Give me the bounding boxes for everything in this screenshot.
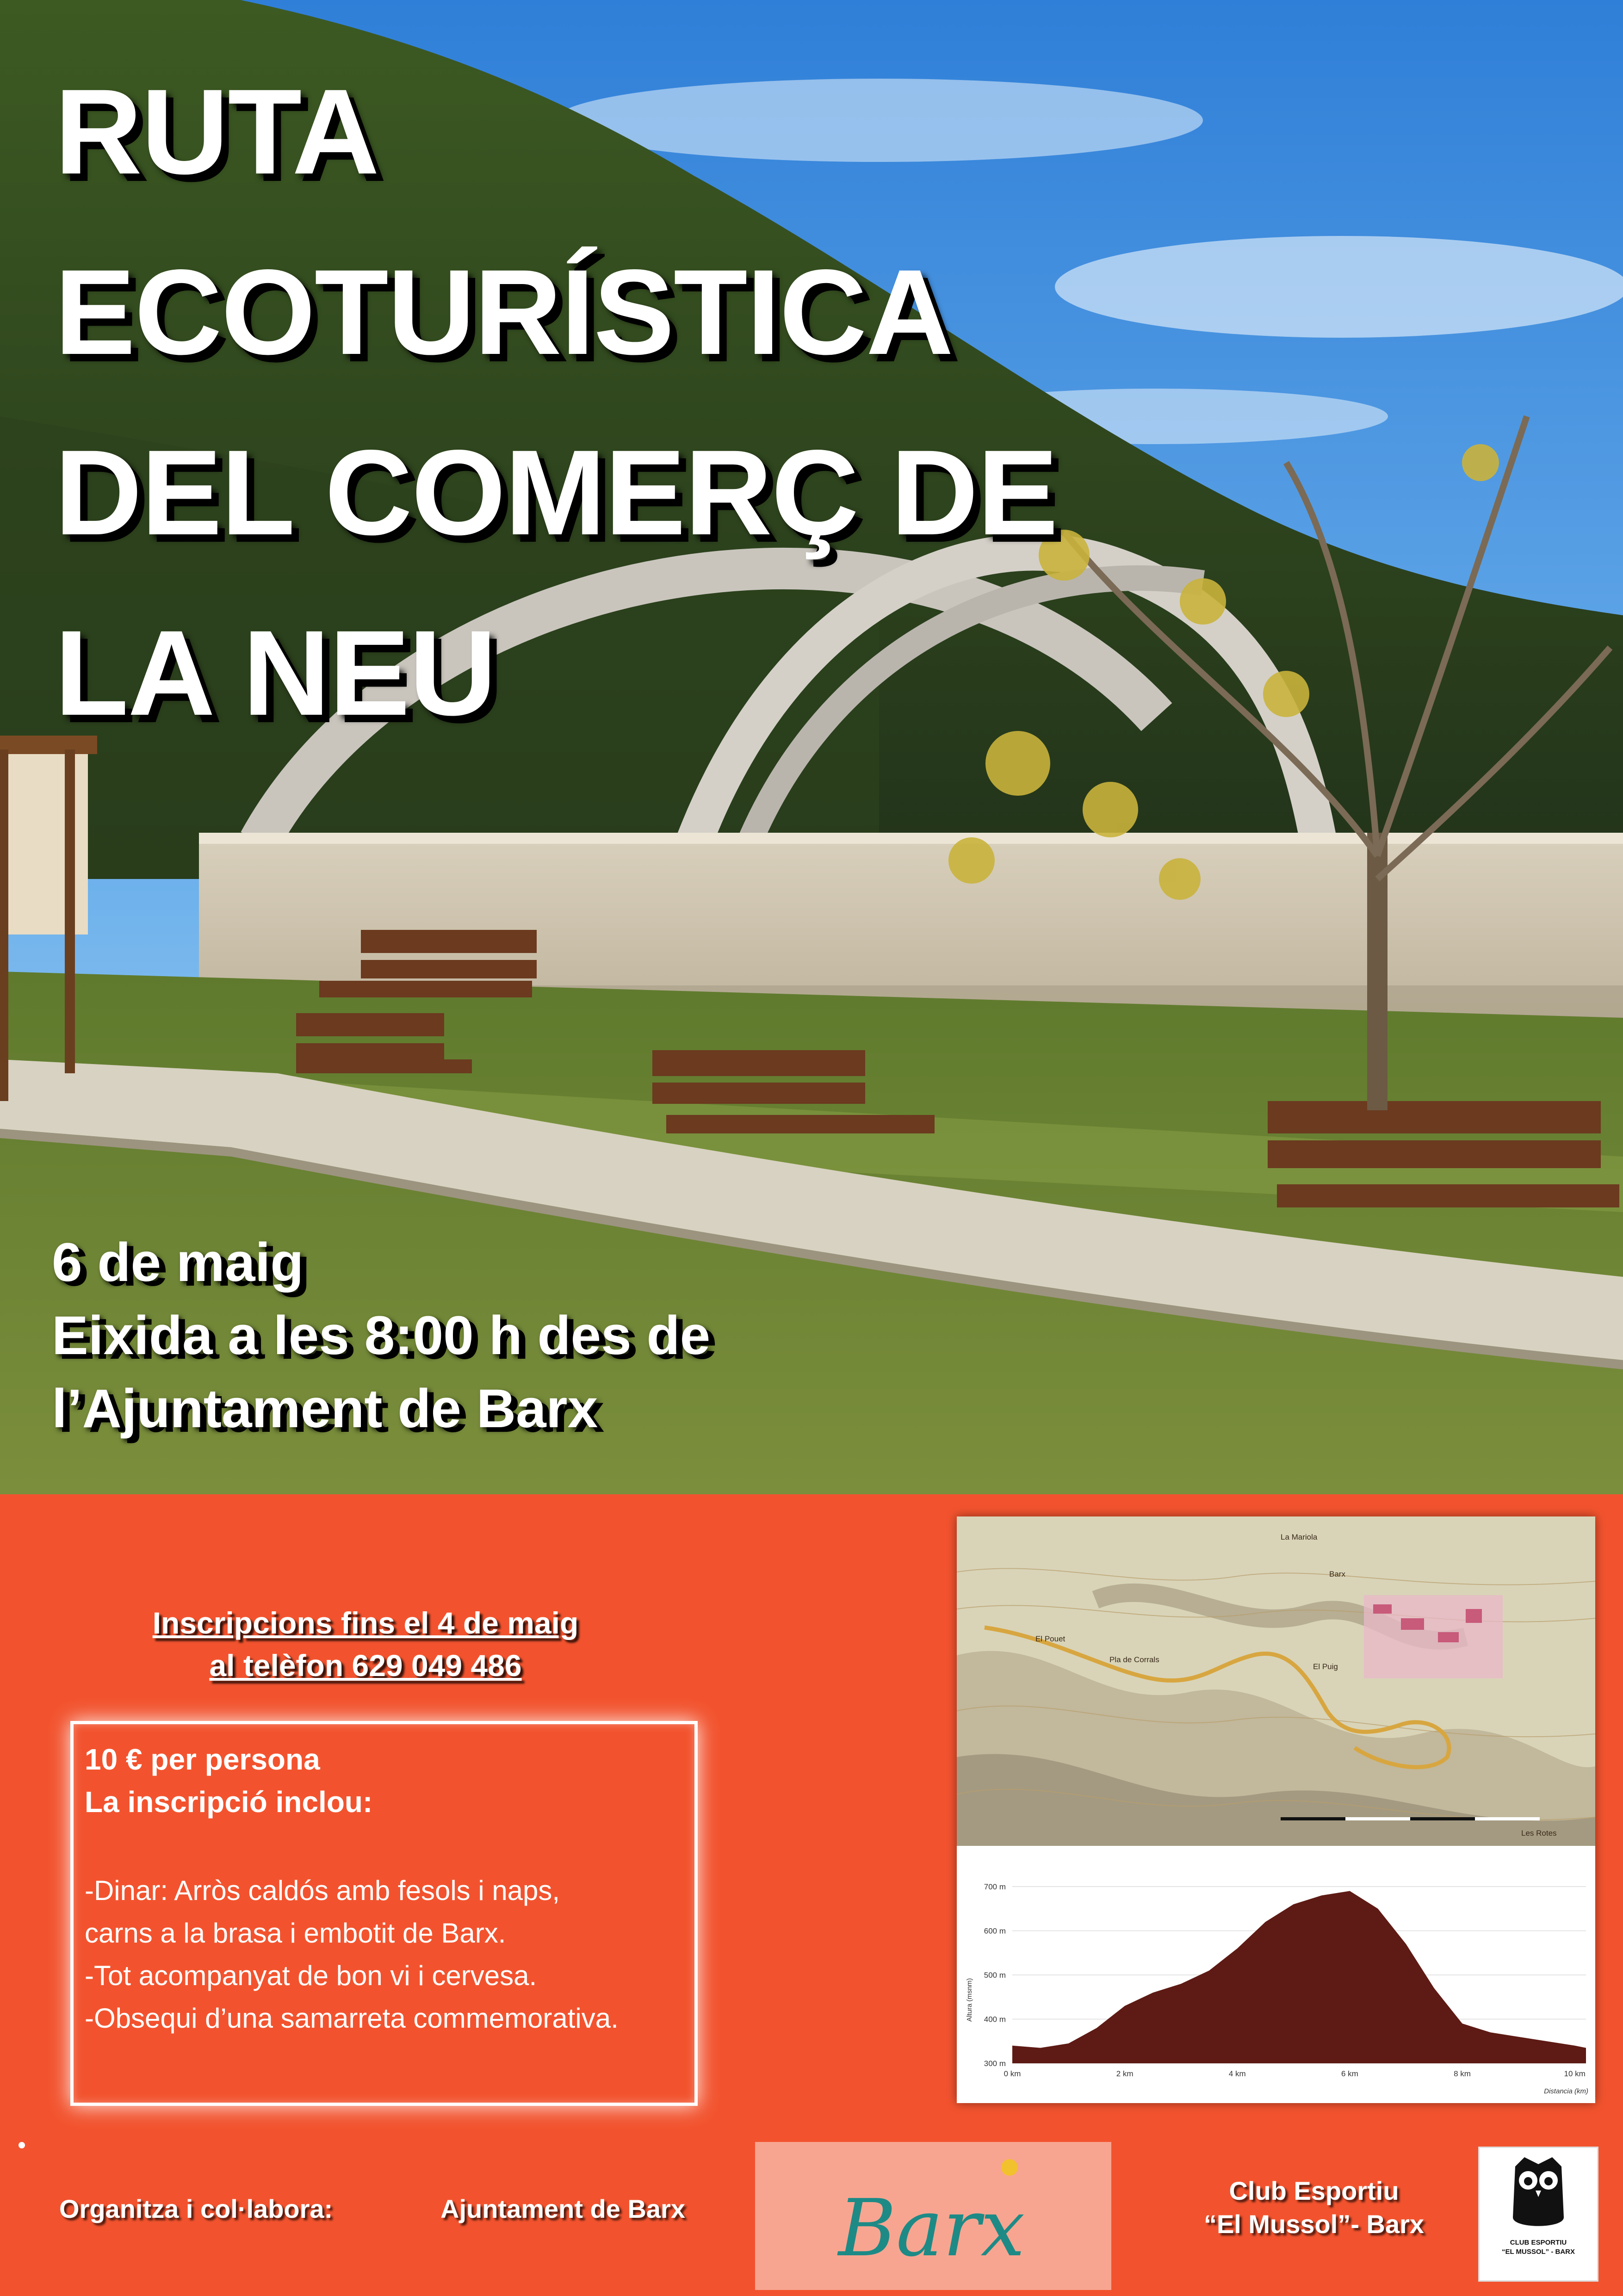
map-label: Pla de Corrals bbox=[1109, 1655, 1159, 1664]
includes-item: -Obsequi d’una samarreta commemorativa. bbox=[85, 2003, 619, 2034]
title-line-1: RUTA bbox=[55, 64, 379, 199]
price-text: 10 € per persona bbox=[85, 1743, 320, 1776]
elevation-x-tick: 8 km bbox=[1454, 2069, 1471, 2078]
includes-item: -Tot acompanyat de bon vi i cervesa. bbox=[85, 1960, 537, 1991]
elevation-x-tick: 0 km bbox=[1004, 2069, 1021, 2078]
elevation-x-tick: 10 km bbox=[1564, 2069, 1586, 2078]
includes-item: -Dinar: Arròs caldós amb fesols i naps, bbox=[85, 1875, 560, 1906]
elevation-x-tick: 6 km bbox=[1341, 2069, 1358, 2078]
poster-title bbox=[55, 42, 1258, 763]
elevation-y-tick: 600 m bbox=[984, 1926, 1006, 1936]
bullet-dot bbox=[19, 2142, 25, 2148]
elevation-x-label: Distancia (km) bbox=[1544, 2087, 1588, 2095]
event-departure-line-1: Eixida a les 8:00 h des de bbox=[52, 1305, 711, 1366]
barx-logo-art bbox=[755, 2142, 1111, 2290]
owl-icon bbox=[1501, 2148, 1575, 2236]
map-label: El Puig bbox=[1313, 1662, 1338, 1671]
registration-notice bbox=[65, 1602, 666, 1687]
barx-logo bbox=[755, 2142, 1111, 2290]
map-label: Barx bbox=[1329, 1570, 1345, 1578]
club-name bbox=[1171, 2174, 1457, 2241]
elevation-y-label: Altura (msnm) bbox=[966, 1978, 973, 2022]
topographic-map bbox=[957, 1516, 1595, 1846]
club-name-line-2: “El Mussol”- Barx bbox=[1203, 2209, 1425, 2239]
registration-deadline: Inscripcions fins el 4 de maig bbox=[152, 1606, 579, 1640]
elevation-y-tick: 300 m bbox=[984, 2059, 1006, 2068]
registration-phone: al telèfon 629 049 486 bbox=[209, 1648, 522, 1683]
club-name-line-1: Club Esportiu bbox=[1229, 2176, 1399, 2205]
town-hall-name: Ajuntament de Barx bbox=[440, 2194, 685, 2223]
elevation-y-tick: 500 m bbox=[984, 1971, 1006, 1980]
map-label: El Pouet bbox=[1035, 1634, 1065, 1643]
elevation-x-tick: 2 km bbox=[1116, 2069, 1134, 2078]
includes-item: carns a la brasa i embotit de Barx. bbox=[85, 1918, 506, 1949]
event-date: 6 de maig bbox=[52, 1232, 304, 1293]
event-departure-line-2: l’Ajuntament de Barx bbox=[52, 1378, 598, 1439]
club-badge-line-1: CLUB ESPORTIU bbox=[1510, 2239, 1567, 2246]
elevation-x-tick: 4 km bbox=[1228, 2069, 1246, 2078]
title-line-4: LA NEU bbox=[55, 605, 496, 741]
organizer-label: Organitza i col·labora: bbox=[59, 2194, 333, 2223]
elevation-y-tick: 400 m bbox=[984, 2015, 1006, 2024]
title-line-3: DEL COMERÇ DE bbox=[55, 425, 1058, 560]
event-details bbox=[52, 1226, 710, 1445]
includes-heading: La inscripció inclou: bbox=[85, 1785, 373, 1819]
map-label: La Mariola bbox=[1281, 1533, 1318, 1541]
elevation-profile-chart bbox=[957, 1846, 1595, 2103]
includes-list bbox=[85, 1869, 683, 2040]
elevation-y-tick: 700 m bbox=[984, 1882, 1006, 1891]
price-info-box bbox=[70, 1721, 698, 2106]
route-map-card bbox=[957, 1516, 1595, 2103]
map-label: Les Rotes bbox=[1521, 1829, 1557, 1838]
club-badge bbox=[1478, 2147, 1598, 2282]
barx-logo-text: Barx bbox=[838, 2183, 1025, 2274]
club-badge-line-2: “EL MUSSOL” - BARX bbox=[1501, 2248, 1575, 2256]
title-line-2: ECOTURÍSTICA bbox=[55, 244, 953, 380]
